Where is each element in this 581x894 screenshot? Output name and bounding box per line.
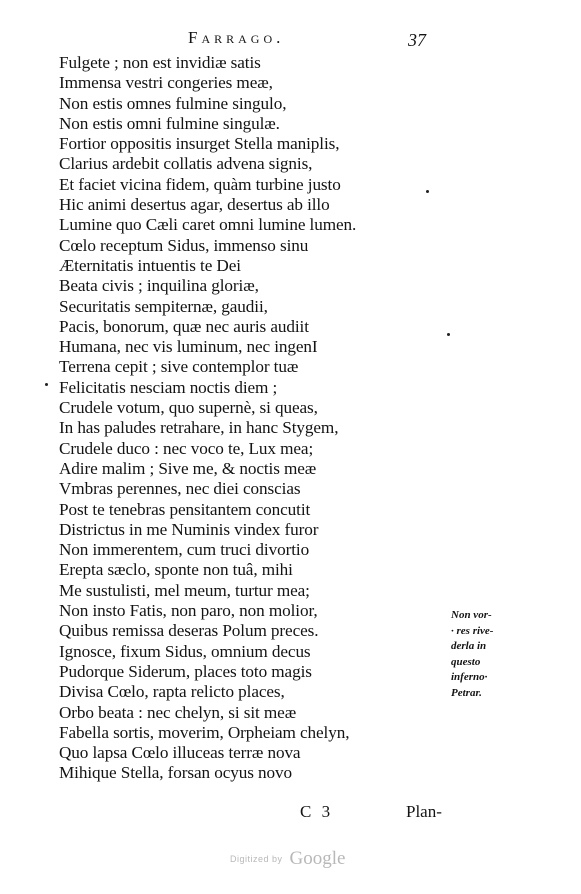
verse-line: Orbo beata : nec chelyn, si sit meæ (59, 702, 297, 722)
verse-line: Felicitatis nesciam noctis diem ; (59, 377, 278, 397)
verse-line: Clarius ardebit collatis advena signis, (59, 154, 313, 174)
verse-line: Non estis omnes fulmine singulo, (59, 93, 287, 113)
verse-line: Adire malim ; Sive me, & noctis meæ (59, 458, 317, 478)
verse-line: Lumine quo Cæli caret omni lumine lumen. (59, 215, 357, 235)
verse-line: Mihique Stella, forsan ocyus novo (59, 763, 292, 783)
verse-line: Fortior oppositis insurget Stella maniplis, (59, 134, 340, 154)
ink-speck (447, 333, 450, 336)
ink-speck (45, 383, 48, 386)
verse-line: Hic animi desertus agar, desertus ab illo (59, 195, 330, 215)
verse-block (59, 53, 419, 784)
verse-line: Erepta sæclo, sponte non tuâ, mihi (59, 560, 293, 580)
verse-line: Post te tenebras pensitantem concutit (59, 499, 311, 519)
verse-line: Et faciet vicina fidem, quàm turbine justo (59, 174, 341, 194)
verse-line: Non estis omni fulmine singulæ. (59, 113, 280, 133)
verse-line: Ignosce, fixum Sidus, omnium decus (59, 641, 311, 661)
verse-line: Me sustulisti, mel meum, turtur mea; (59, 580, 310, 600)
verse-line: Terrena cepit ; sive contemplor tuæ (59, 357, 299, 377)
signature-mark: C 3 (300, 802, 334, 821)
verse-line: Vmbras perennes, nec diei conscias (59, 479, 301, 499)
verse-line: Quo lapsa Cœlo illuceas terræ nova (59, 743, 301, 763)
verse-line: Cœlo receptum Sidus, immenso sinu (59, 235, 309, 255)
marginal-note-line: derla in (451, 640, 487, 653)
marginal-note-line: Non vor- (451, 609, 492, 621)
marginal-note-line: inferno· (451, 671, 488, 684)
verse-line: Fulgete ; non est invidiæ satis (59, 53, 261, 72)
catchword: Plan- (406, 802, 442, 821)
page-number: 37 (408, 30, 426, 50)
verse-line: Humana, nec vis luminum, nec ingenI (59, 337, 318, 357)
running-head: Farrago. (188, 28, 285, 47)
digitization-watermark (230, 848, 345, 870)
verse-line: Beata civis ; inquilina gloriæ, (59, 276, 259, 296)
verse-line: Crudele duco : nec voco te, Lux mea; (59, 438, 314, 458)
verse-line: Pacis, bonorum, quæ nec auris audiit (59, 316, 309, 336)
verse-line: Non immerentem, cum truci divortio (59, 540, 310, 560)
verse-line: Districtus in me Numinis vindex furor (59, 519, 319, 539)
marginal-note (451, 608, 521, 702)
verse-line: Crudele votum, quo supernè, si queas, (59, 398, 318, 418)
verse-line: Securitatis sempiternæ, gaudii, (59, 296, 268, 316)
verse-line: In has paludes retrahare, in hanc Stygem, (59, 418, 339, 438)
verse-line: Pudorque Siderum, places toto magis (59, 661, 312, 681)
watermark-prefix: Digitized by (230, 854, 283, 864)
marginal-note-line: Petrar. (451, 686, 482, 699)
marginal-note-line: · res rive- (451, 624, 494, 637)
verse-line: Quibus remissa deseras Polum preces. (59, 621, 319, 641)
verse-line: Fabella sortis, moverim, Orpheiam chelyn, (59, 722, 350, 742)
verse-line: Non insto Fatis, non paro, non molior, (59, 601, 318, 621)
verse-line: Immensa vestri congeries meæ, (59, 73, 273, 93)
google-logo: Google (289, 848, 346, 869)
verse-line: Divisa Cœlo, rapta relicto places, (59, 682, 285, 702)
ink-speck (426, 190, 429, 193)
verse-line: Æternitatis intuentis te Dei (59, 255, 241, 275)
marginal-note-line: questo (451, 655, 481, 668)
